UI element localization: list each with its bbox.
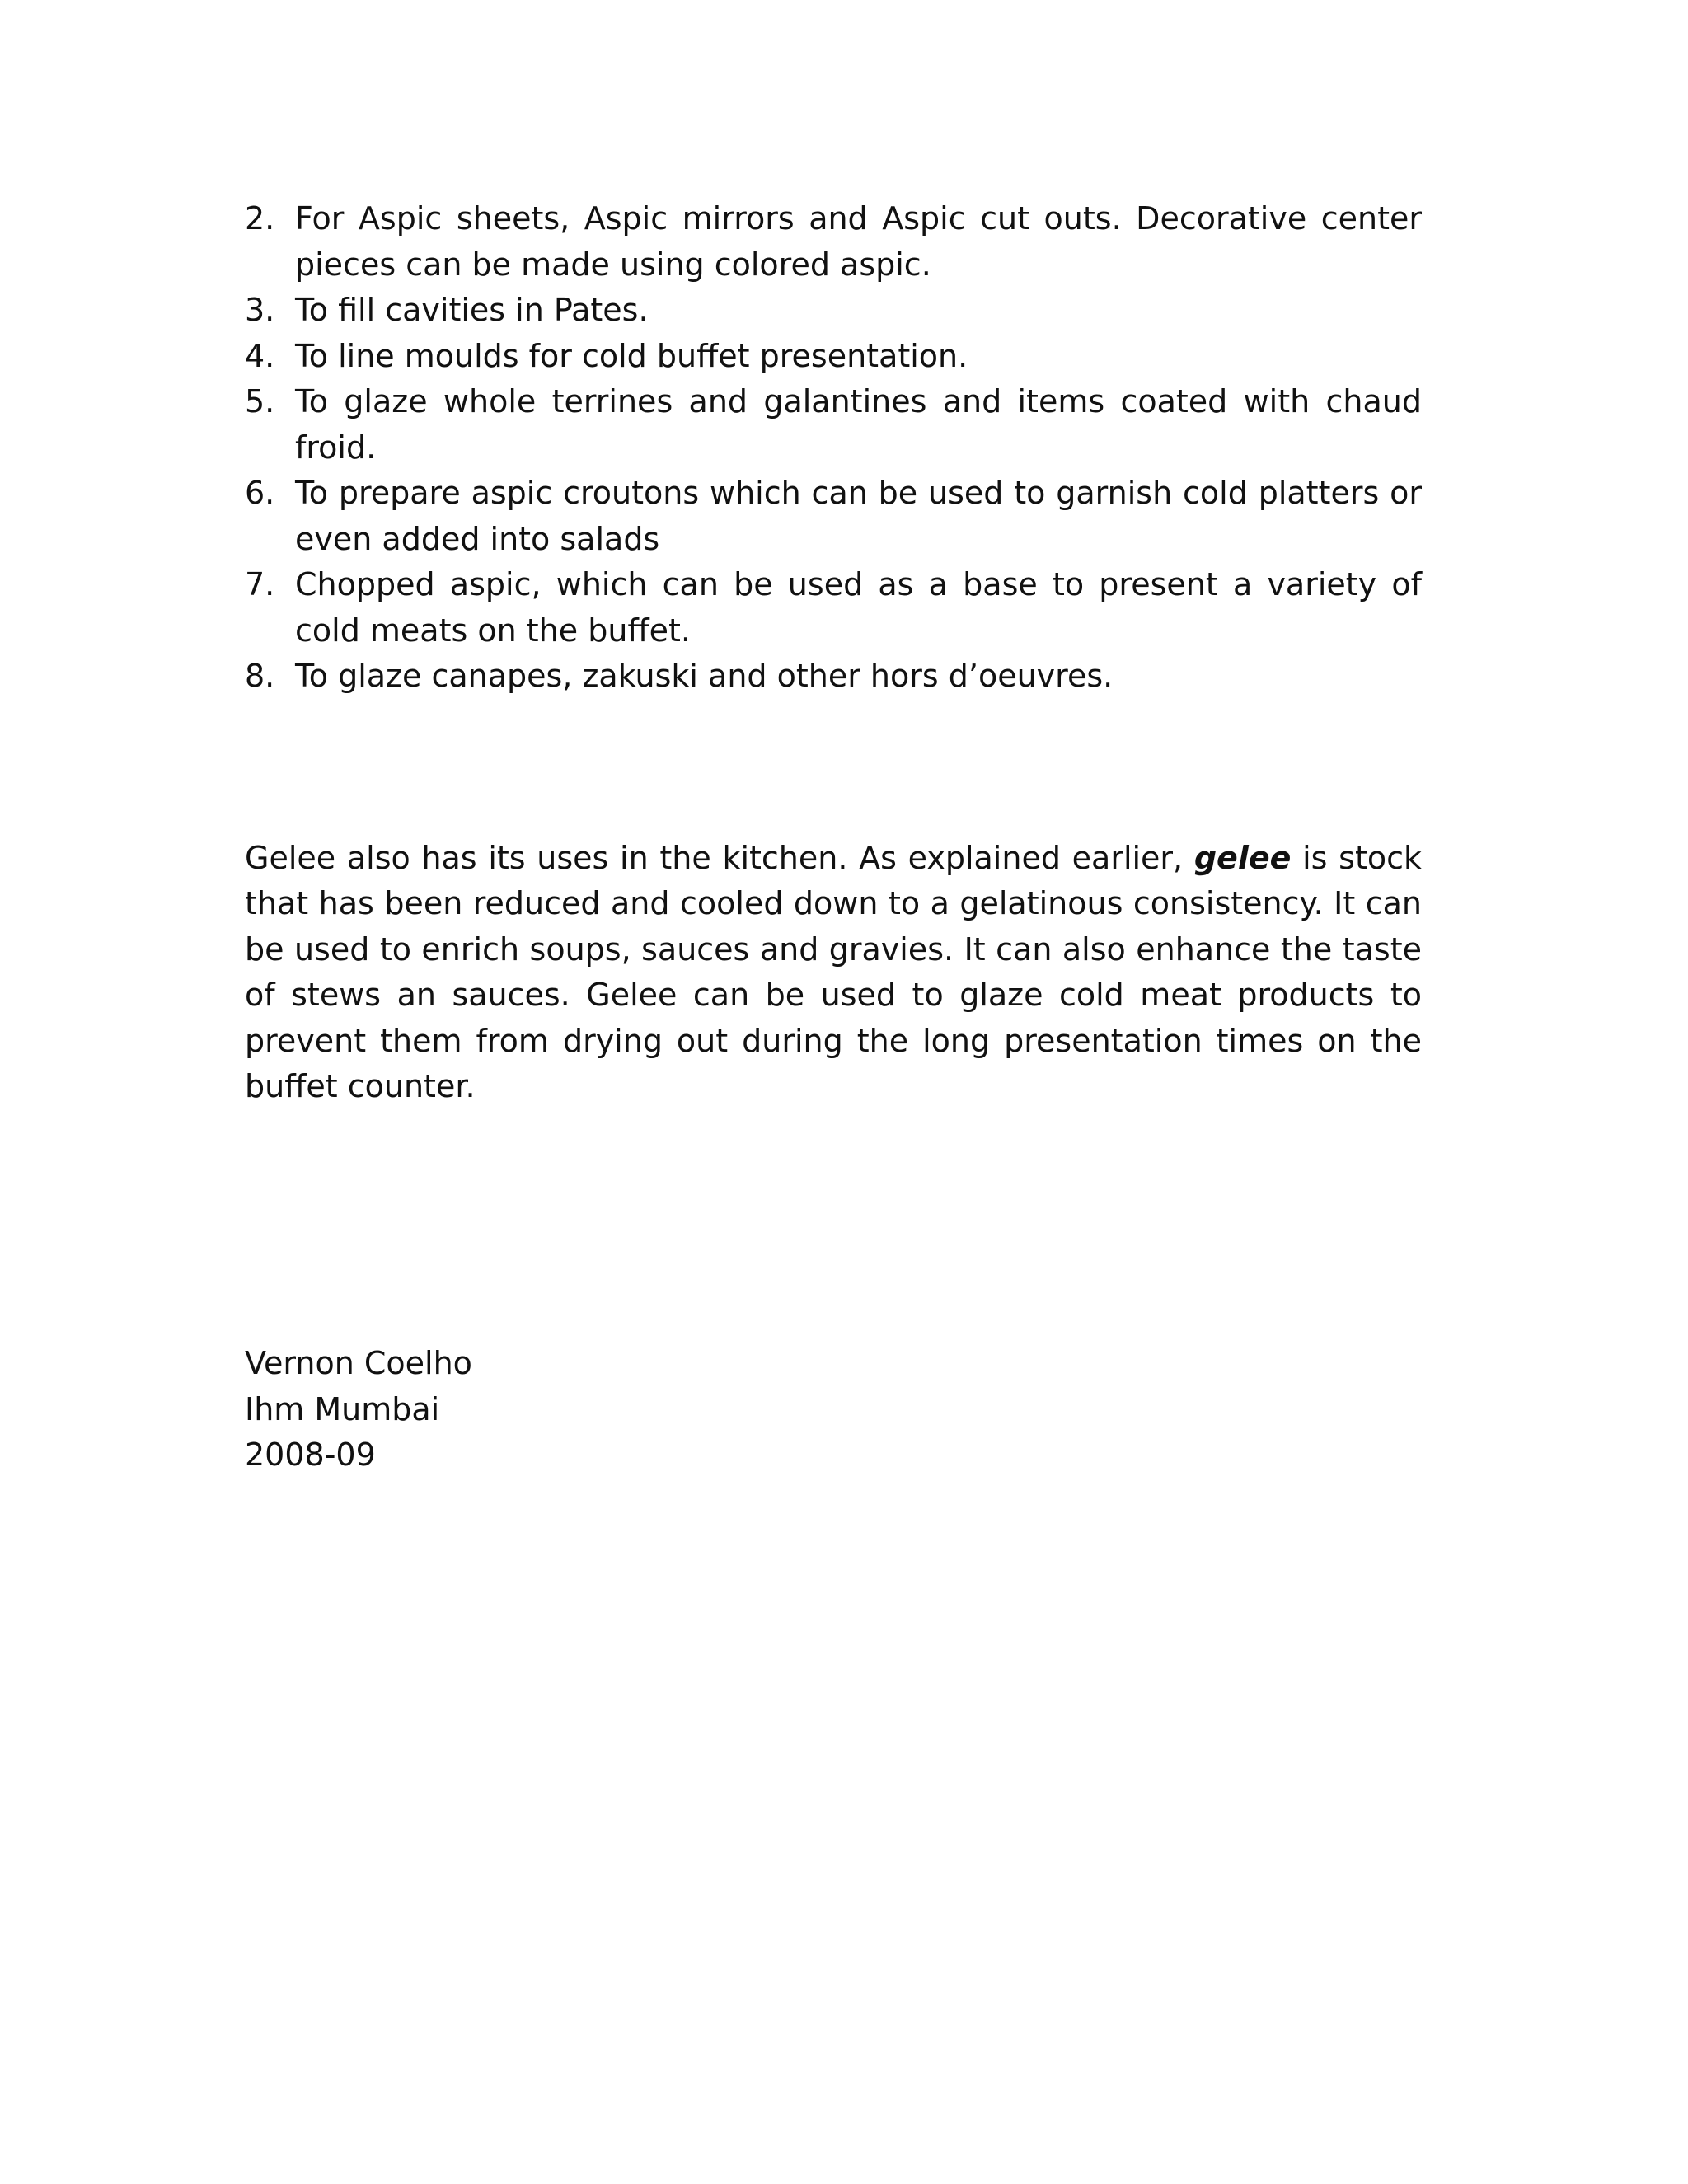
list-item-number: 6. — [245, 475, 275, 511]
list-item — [245, 471, 1422, 562]
list-item-number: 3. — [245, 292, 275, 328]
page-content — [245, 196, 1422, 1141]
list-item-number: 7. — [245, 566, 275, 602]
list-item-text: To line moulds for cold buffet presentation. — [295, 337, 968, 374]
list-item-number: 5. — [245, 383, 275, 419]
list-item-text: To glaze canapes, zakuski and other hors d’oeuvres. — [295, 658, 1114, 694]
gelee-emphasis: gelee — [1193, 839, 1292, 876]
list-item-text: For Aspic sheets, Aspic mirrors and Aspic cut outs. Decorative center pieces can be made using colored aspic. — [295, 200, 1422, 283]
author-block — [245, 1341, 472, 1479]
paragraph-text-end: is stock that has been reduced and cooled down to a gelatinous consistency. It can be used to enrich soups, sauces and gravies. It can also enhance the taste of stews an sauces. Gelee can be used to glaze cold meat products to prevent them from drying out during the long presentation times on the buffet counter. — [245, 839, 1423, 1104]
list-item — [245, 562, 1422, 654]
gelee-paragraph — [245, 836, 1422, 1110]
author-name: Vernon Coelho — [245, 1345, 472, 1381]
list-item-number: 2. — [245, 200, 275, 237]
list-item — [245, 334, 1422, 380]
list-item — [245, 288, 1422, 334]
list-item-number: 4. — [245, 337, 275, 374]
list-item — [245, 379, 1422, 471]
author-institution: Ihm Mumbai — [245, 1390, 440, 1427]
list-item-text: To fill cavities in Pates. — [295, 292, 649, 328]
list-item-number: 8. — [245, 658, 275, 694]
list-item-text: Chopped aspic, which can be used as a base to present a variety of cold meats on the buffet. — [295, 566, 1422, 649]
list-item — [245, 654, 1422, 700]
list-item — [245, 196, 1422, 288]
list-item-text: To prepare aspic croutons which can be used to garnish cold platters or even added into salads — [295, 475, 1422, 557]
uses-list — [245, 196, 1422, 700]
paragraph-text-start: Gelee also has its uses in the kitchen. As explained earlier, — [245, 839, 1194, 876]
list-item-text: To glaze whole terrines and galantines and items coated with chaud froid. — [295, 383, 1422, 466]
author-year: 2008-09 — [245, 1436, 376, 1473]
